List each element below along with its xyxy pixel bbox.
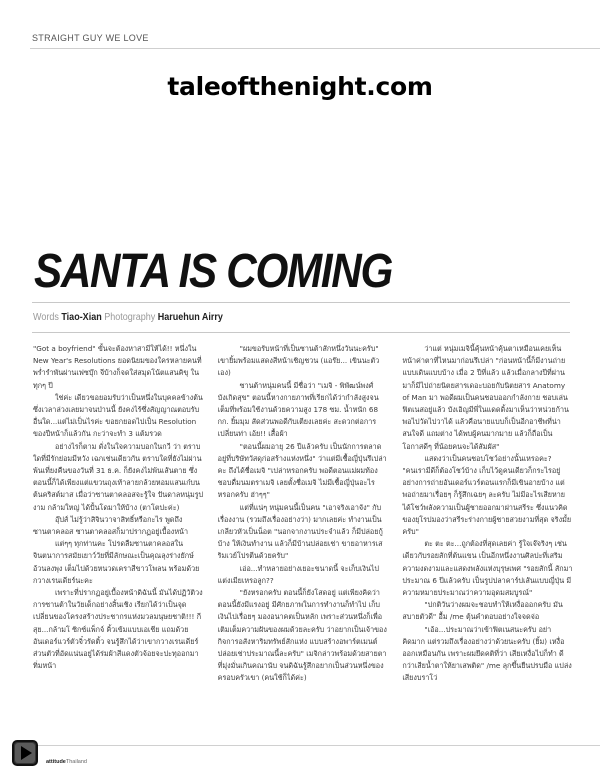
brand-light: Thailand — [65, 759, 87, 765]
paragraph: เพราะที่ปรากฏอยู่เบื้องหน้าดิฉันนี้ มันได้ปฏิวัติวงการซานต้าในวัยเด็กอย่างสิ้นเชิง เรียกได้ว่าเป็นจุดเปลี่ยนของโครงสร้างประชากรแห่งมวลมนุษยชาติ!!! กีสุย...กล้ามโ ซิกซ์แพ็กจ์ คิ้วเข้มแบบเอเชีย แถมด้วยอันเดอร์แวร์ตัวจิ๋วรัดติ้ว จนรู้สึกได้ว่าเขากวางเรนเดียร์ส่วนตัวที่อัดแน่นอยู่ได้ร่มผ้าสีแดงตัวจ้อยจะปะทุออกมาทิ่มหน้า — [33, 588, 203, 671]
writer-name: Tiao-Xian — [61, 312, 102, 323]
play-button[interactable] — [12, 740, 38, 766]
paragraph: อุ๊ปส์ ไม่รู้ว่าสิจินวาจาสิทธิ์หรือกะไร พูดถึงซานตาคลอส ซานตาคลอสก็มาปรากฏอยู่เบื้องหน้า — [33, 514, 189, 537]
paragraph: เอ่อ...ทำหลายอย่างเยอะขนาดนี้ จะเก็บเงินไปแต่งเมียเหรอลูก?? — [217, 563, 379, 585]
play-icon — [21, 746, 32, 760]
column-1 — [33, 343, 204, 738]
paragraph: "ตอนนี้ผมอายุ 26 ปีแล้วครับ เป็นนักการตลาดอยู่ที่บริษัทวัสดุก่อสร้างแห่งหนึ่ง" ว่าแต่มีเชื้อญี่ปุ่นรึเปล่าคะ ถึงได้ชื่อเมจิ "เปล่าหรอกครับ พอดีตอนแม่ผมท้องชอบดื่มนมตราเมจิ เลยตั้งชื่อเมจิ ไม่มีเชื้อญี่ปุ่นอะไรหรอกครับ ฮ่าๆๆ" — [217, 441, 387, 500]
article-credits — [33, 312, 223, 323]
photography-label: Photography — [104, 312, 156, 323]
divider — [32, 302, 570, 303]
paragraph: "Got a boyfriend" ขั้นจะต้องหาสามีให้ได้!! หนึ่งใน New Year's Resolutions ยอดนิยมของใครหลายคนที่พร่ำรำพันผ่านเฟซบุ๊ก จีบ้างก็จดใส่สมุดโน้ตแสนคิขุ ในทุกๆ ปี — [33, 344, 202, 390]
watermark: taleofthenight.com — [167, 72, 433, 101]
section-label: STRAIGHT GUY WE LOVE — [32, 33, 149, 43]
paragraph: แต่ๆๆ ทุกท่านคะ โปรดลืมซานตาคลอสในจินตนาการสมัยเยาว์วัยที่มีลักษณะเป็นคุณลุงร่างยักษ์ อ้วนลงพุง เต็มไปด้วยหนวดเคราสีขาวโพลน พร้อมด้วยกวางเรนเดียร์นะคะ — [33, 539, 200, 585]
article-body — [33, 343, 573, 738]
column-2 — [218, 343, 389, 738]
paragraph: "ผมขอรับหน้าที่เป็นซานต้าสักหนึ่งวันนะครับ" เขายิ้มพร้อมแสดงสีหน้าเชิญชวน (แอร๊ย... เขินนะตัวเอง) — [217, 344, 380, 378]
divider — [30, 48, 600, 49]
paragraph: ว่าแต่ หนุ่มเมจินี้คุ้นหน้าคุ้นตาเหมือนเคยเห็นหน้าค่าตาที่ไหนมาก่อนรึเปล่า "ก่อนหน้านี้ก็มีงานถ่ายแบบเดินแบบบ้าง เมื่อ 2 ปีที่แล้ว แล้วเมื่อกลางปีที่ผ่านมาก็มีไปถ่ายนิตยสารเดอะบอยกับนิตยสาร Anatomy of Man มา พอดีผมเป็นคนชอบออกกำลังกาย ชอบเล่นฟิตเนสอยู่แล้ว บังเอิญมีพี่ในแดดดิ้งมาเห็นว่าหน่วยก้านพอไปวัดไปวาได้ แล้วคือนายแบบก็เป็นอีกอาชีพที่น่าสนใจดี แถมต่าง ได้พบผู้คนมากมาย แล้วก็ถือเป็นโอกาสดีๆ ที่น้อยคนจะได้สัมผัส" — [402, 344, 569, 451]
paragraph: แสดงว่าเป็นคนชอบโชว์อย่างนั้นเหรอคะ? — [424, 453, 552, 463]
divider — [36, 745, 600, 746]
paragraph: "เอ้อ...ประมาณว่าเข้าฟิตเนสนะครับ อย่าคิดมาก แต่รวมถึงเรื่องอย่างว่าด้วยนะครับ (ยิ้ม) เหงื่อออกเหมือนกัน เพราะผมยึดคติที่ว่า เสียเหงื่อไปก็ทำ ดีกว่าเสียน้ำตาให้ยาเสพติด" /me ลุกขึ้นยืนปรบมือ แปล่งเสียงบราโว่ — [402, 624, 572, 683]
paragraph: ใช่ค่ะ เดียวขอยอมรับว่าเป็นหนึ่งในบุคคลข้างต้น ซึ่งเวลาล่วงเลยมาจนป่านนี้ ยังคงไร้ซึ่งสัญญาณตอบรับอื่นใด...แต่ไม่เป็นไรค่ะ ขอยกยอดไปเป็น Resolution ของปีหน้าก็แล้วกัน กะว่าจะทำ 3 แต้มรวด — [33, 392, 203, 439]
paragraph: "คนเรามีดีก็ต้องโชว์บ้าง เก็บไว้ดูคนเดียวก็กระไรอยู่ อย่างการถ่ายอันเดอร์แวร์ตอนแรกก็มีเขินอายบ้าง แต่พอถ่ายมาเรื่อยๆ ก็รู้สึกเฉยๆ ละครับ ไม่มีอะไรเสียหาย ได้โชว์พลังความเป็นผู้ชายออกมาผ่านสรีระ ซึ่งแนวคิดของยุโรปมองว่าสรีระร่างกายผู้ชายสวยงามที่สุด จริงมั้ยครับ" — [402, 466, 572, 537]
paragraph: "ยังหรอกครับ ตอนนี้ก็ยังโสดอยู่ แต่เพียงคิดว่าตอนนี้ยังมีแรงอยู่ มีศักยภาพในการทำงานก็ทำไป เก็บเงินไปเรื่อยๆ มองอนาคตเป็นหลัก เพราะส่วนหนึ่งก็เพื่อเติมเต็มความฝันของผมด้วยละครับ ว่าอยากเป็นเจ้าของกิจการอสังหาริมทรัพย์สักแห่ง แบบสร้างอพาร์ตเมนต์ปล่อยเช่าประมาณนี้ละครับ" เมจิกล่าวพร้อมด้วยสายตาที่มุ่งมั่นเกินคณานับ จนดิฉันรู้สึกอยากเป็นส่วนหนึ่งของครอบครัวเขา (คนใช้ก็ได้ค่ะ) — [217, 588, 387, 683]
paragraph: "ปกติวันว่างผมจะชอบทำให้เหงื่อออกครับ มันสบายตัวดี" อื้ม /me ตุ้นคำตอบอย่างใจจดจ่อ — [402, 600, 563, 622]
paragraph: ซานต้าหนุ่มคนนี้ มีชื่อว่า "เมจิ - พิพัฒน์พงศ์ บังเกิดสุข" ตอนนี้หางกายภาพที่เรียกได้ว่ากำลังสูงจนเต็มที่พร้อมใช้งานด้วยความสูง 178 ซม. น้ำหนัก 68 กก. ยิ้มมุม สัดส่วนพอดีกับเตียงเลยค่ะ สะดวกต่อการเปลี่ยนท่า เอ้ย!! เสื้อผ้า — [217, 380, 379, 439]
divider — [32, 332, 570, 333]
words-label: Words — [33, 312, 59, 323]
paragraph: แต่ที่แน่ๆ หนุ่มคนนี้เป็นคน "เอาจริงเอาจัง" กับเรื่องงาน (รวมถึงเรื่องอย่างว่า) มากเลยค่ะ ทำงานเป็นเกลียวหัวเป็นน็อต "นอกจากงานประจำแล้ว ก็มีปล่อยกู้บ้าง ให้เงินทำงาน แล้วก็มีบ้านปล่อยเช่า ขายอาหารเสริมเวย์โปรตีนด้วยครับ" — [217, 502, 383, 561]
column-3 — [402, 343, 573, 738]
paragraph: ตะ ตะ ตะ...ถูกต้องที่สุดเลยค่า รู้ใจเจ๊จริงๆ เช่นเดียวกับรอยสักที่ต้นแขน เป็นอีกหนึ่งงานศิลปะที่เสริมความงดงามและแสดงพลังแห่งบุรุษเพศ "รอยสักนี้ สักมาประมาณ 6 ปีแล้วครับ เป็นรูปปลาคาร์ปเส้นแบบญี่ปุ่น มีความหมายประมาณว่าความอุดมสมบูรณ์" — [402, 539, 573, 598]
paragraph: อย่างไรก็ตาม ดั่งในใจความบอกในกวี ว่า ตราบใดที่มีรักย่อมมีหวัง เฉกเช่นเดียวกัน ตราบใดที่ยังไม่ผ่านพ้นเที่ยงคืนของวันที่ 31 ธ.ค. ก็ยังคงไม่พ้นเส้นตาย ซึ่งตอนนี้ก็ได้เพียงแต่แขวนถุงเท้าลายกล้วยหอมแสนเก๋บนต้นคริสต์มาส เมื่อว่าซานตาคลอสจะรู้ใจ ปันดาลหนุ่มรูปงาม กล้ามใหญ่ ได้ปั้นโดมาให้บ้าง (ตาโตปะค่ะ) — [33, 441, 204, 512]
photographer-name: Haruehun Airry — [157, 312, 223, 323]
publication-brand — [46, 759, 87, 765]
brand-bold: attitude — [46, 759, 66, 765]
article-headline: SANTA IS COMING — [34, 245, 393, 298]
